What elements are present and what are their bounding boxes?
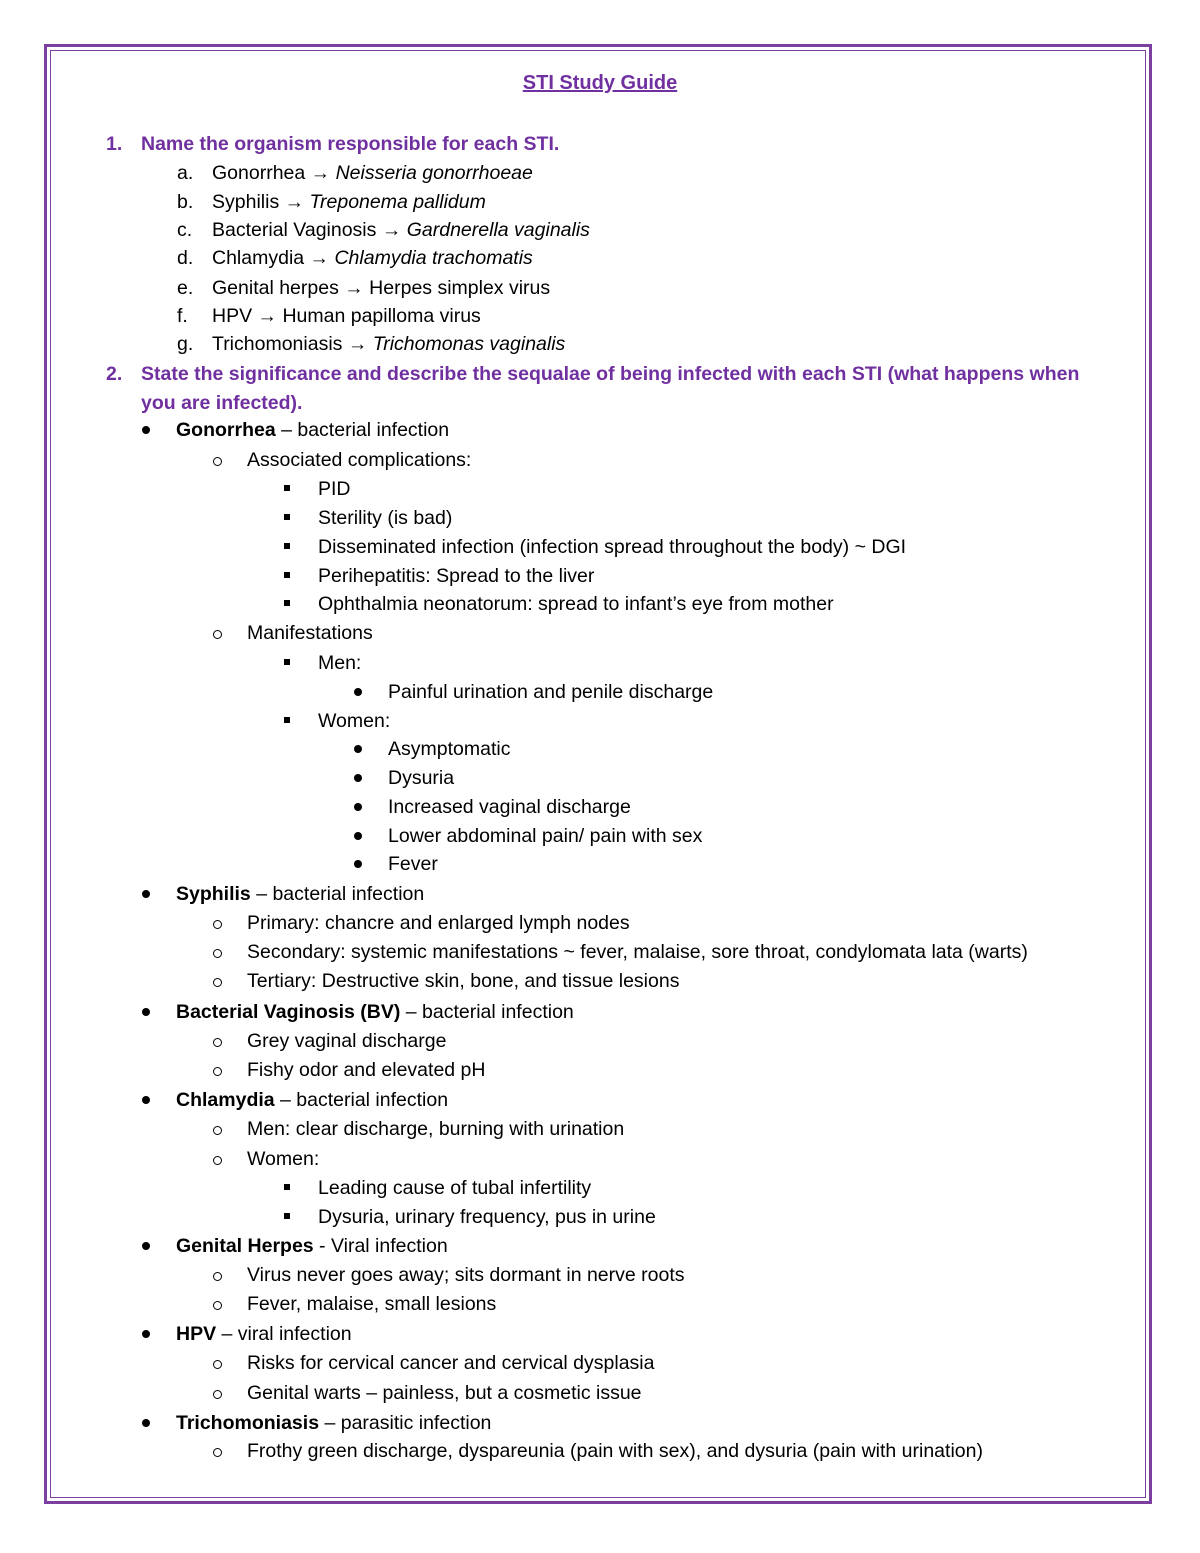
bullet-icon — [354, 688, 362, 696]
gonorrhea-women-item: Dysuria — [388, 767, 455, 789]
q2-line2: you are infected). — [141, 392, 303, 414]
q1-item: Chlamydia → Chlamydia trachomatis — [212, 247, 533, 269]
circle-bullet-icon — [213, 1448, 222, 1457]
q1-item-letter: c. — [177, 219, 193, 241]
square-bullet-icon — [284, 717, 290, 723]
q1-item-letter: g. — [177, 333, 194, 355]
bullet-icon — [142, 890, 150, 898]
bullet-icon — [142, 1330, 150, 1338]
q1-item: Gonorrhea → Neisseria gonorrhoeae — [212, 162, 533, 184]
square-bullet-icon — [284, 572, 290, 578]
chlamydia-women-label: Women: — [247, 1148, 320, 1170]
bv-item: Fishy odor and elevated pH — [247, 1059, 486, 1081]
gonorrhea-men-item: Painful urination and penile discharge — [388, 681, 714, 703]
syphilis-item: Tertiary: Destructive skin, bone, and tissue lesions — [247, 970, 680, 992]
q1-item-letter: d. — [177, 247, 194, 269]
square-bullet-icon — [284, 543, 290, 549]
circle-bullet-icon — [213, 1126, 222, 1135]
gonorrhea-complications-label: Associated complications: — [247, 449, 472, 471]
q1-item-letter: e. — [177, 277, 194, 299]
square-bullet-icon — [284, 1184, 290, 1190]
square-bullet-icon — [284, 1213, 290, 1219]
gonorrhea-complication: PID — [318, 478, 351, 500]
page-title: STI Study Guide — [522, 72, 678, 94]
gonorrhea-manifestations-label: Manifestations — [247, 622, 373, 644]
bv-item: Grey vaginal discharge — [247, 1030, 447, 1052]
chlamydia-women-item: Dysuria, urinary frequency, pus in urine — [318, 1206, 656, 1228]
bullet-icon — [354, 832, 362, 840]
circle-bullet-icon — [213, 630, 222, 639]
chlamydia-men: Men: clear discharge, burning with urination — [247, 1118, 625, 1140]
square-bullet-icon — [284, 659, 290, 665]
gonorrhea-women-item: Lower abdominal pain/ pain with sex — [388, 825, 703, 847]
herpes-item: Fever, malaise, small lesions — [247, 1293, 497, 1315]
gonorrhea-heading: Gonorrhea – bacterial infection — [176, 419, 450, 441]
trich-heading: Trichomoniasis – parasitic infection — [176, 1412, 492, 1434]
gonorrhea-complication: Ophthalmia neonatorum: spread to infant’s eye from mother — [318, 593, 834, 615]
square-bullet-icon — [284, 514, 290, 520]
q1-number: 1. — [106, 133, 123, 155]
bullet-icon — [354, 745, 362, 753]
herpes-item: Virus never goes away; sits dormant in nerve roots — [247, 1264, 685, 1286]
syphilis-item: Primary: chancre and enlarged lymph nodes — [247, 912, 630, 934]
bv-heading: Bacterial Vaginosis (BV) – bacterial infection — [176, 1001, 574, 1023]
square-bullet-icon — [284, 485, 290, 491]
gonorrhea-men-label: Men: — [318, 652, 362, 674]
circle-bullet-icon — [213, 457, 222, 466]
q2-number: 2. — [106, 363, 123, 385]
hpv-item: Risks for cervical cancer and cervical dysplasia — [247, 1352, 655, 1374]
circle-bullet-icon — [213, 920, 222, 929]
hpv-item: Genital warts – painless, but a cosmetic issue — [247, 1382, 642, 1404]
circle-bullet-icon — [213, 1301, 222, 1310]
bullet-icon — [142, 1008, 150, 1016]
trich-item: Frothy green discharge, dyspareunia (pain with sex), and dysuria (pain with urination) — [247, 1440, 983, 1462]
q2-line1: State the significance and describe the sequalae of being infected with each STI (what happens when — [141, 363, 1080, 385]
gonorrhea-women-item: Increased vaginal discharge — [388, 796, 631, 818]
chlamydia-heading: Chlamydia – bacterial infection — [176, 1089, 449, 1111]
chlamydia-women-item: Leading cause of tubal infertility — [318, 1177, 592, 1199]
gonorrhea-complication: Perihepatitis: Spread to the liver — [318, 565, 595, 587]
hpv-heading: HPV – viral infection — [176, 1323, 352, 1345]
gonorrhea-women-label: Women: — [318, 710, 391, 732]
bullet-icon — [354, 774, 362, 782]
circle-bullet-icon — [213, 1360, 222, 1369]
gonorrhea-women-item: Fever — [388, 853, 438, 875]
bullet-icon — [142, 1419, 150, 1427]
syphilis-heading: Syphilis – bacterial infection — [176, 883, 425, 905]
bullet-icon — [354, 860, 362, 868]
bullet-icon — [142, 426, 150, 434]
circle-bullet-icon — [213, 949, 222, 958]
herpes-heading: Genital Herpes - Viral infection — [176, 1235, 448, 1257]
q1-item-letter: b. — [177, 191, 194, 213]
square-bullet-icon — [284, 600, 290, 606]
q1-item-letter: f. — [177, 305, 188, 327]
bullet-icon — [142, 1242, 150, 1250]
circle-bullet-icon — [213, 1390, 222, 1399]
q1-item-letter: a. — [177, 162, 194, 184]
bullet-icon — [354, 803, 362, 811]
gonorrhea-complication: Disseminated infection (infection spread throughout the body) ~ DGI — [318, 536, 907, 558]
q1-item: HPV → Human papilloma virus — [212, 305, 481, 327]
bullet-icon — [142, 1096, 150, 1104]
q1-item: Syphilis → Treponema pallidum — [212, 191, 486, 213]
circle-bullet-icon — [213, 1272, 222, 1281]
circle-bullet-icon — [213, 978, 222, 987]
q1-text: Name the organism responsible for each STI. — [141, 133, 560, 155]
circle-bullet-icon — [213, 1156, 222, 1165]
gonorrhea-complication: Sterility (is bad) — [318, 507, 453, 529]
q1-item: Genital herpes → Herpes simplex virus — [212, 277, 551, 299]
syphilis-item: Secondary: systemic manifestations ~ fever, malaise, sore throat, condylomata lata (warts) — [247, 941, 1028, 963]
q1-item: Trichomoniasis → Trichomonas vaginalis — [212, 333, 566, 355]
circle-bullet-icon — [213, 1038, 222, 1047]
circle-bullet-icon — [213, 1067, 222, 1076]
gonorrhea-women-item: Asymptomatic — [388, 738, 511, 760]
q1-item: Bacterial Vaginosis → Gardnerella vaginalis — [212, 219, 590, 241]
